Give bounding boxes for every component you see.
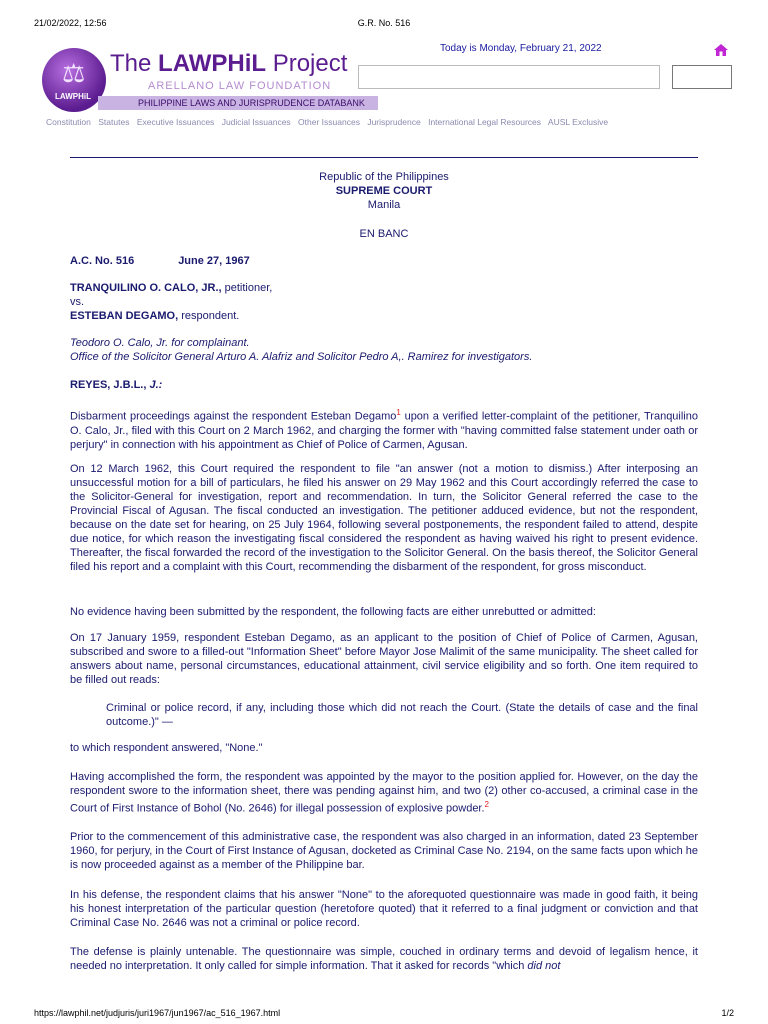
nav-statutes[interactable]: Statutes [98, 117, 130, 127]
search-input[interactable] [358, 65, 660, 89]
nav-executive-issuances[interactable]: Executive Issuances [136, 117, 215, 127]
paragraph-6: Having accomplished the form, the respondent was appointed by the mayor to the position applied for. However, on the day the respondent swore to the information sheet, there was pending against him, and two (2) other co-accused, a criminal case in the Court of First Instance of Bohol (No. 2646) for illegal possession of explosive powder.$^2$ [70, 771, 698, 815]
logo-badge: LAWPHiL [55, 92, 91, 101]
paragraph-7: Prior to the commencement of this administrative case, the respondent was also charged in an information, dated 23 September 1960, for perjury, in the Court of First Instance of Agusan, docketed as Criminal Case No. 2194, on the same facts upon which he is now proceeded against as a member of the Philippine bar. [70, 831, 698, 871]
ponente: REYES, J.B.L., J.: [70, 379, 163, 391]
court-name: SUPREME COURT [335, 185, 433, 197]
case-number: A.C. No. 516 [70, 255, 135, 267]
paragraph-3: No evidence having been submitted by the respondent, the following facts are either unrebutted or admitted: [70, 606, 596, 618]
nav-judicial-issuances[interactable]: Judicial Issuances [221, 117, 291, 127]
case-date: June 27, 1967 [178, 255, 250, 267]
court-header [70, 170, 698, 212]
nav-international-legal-resources[interactable]: International Legal Resources [428, 117, 542, 127]
today-date: Today is Monday, February 21, 2022 [440, 43, 602, 54]
search-button[interactable] [672, 65, 732, 89]
paragraph-4: On 17 January 1959, respondent Esteban Degamo, as an applicant to the position of Chief of Police of Carmen, Agusan, subscribed and swore to a filled-out "Information Sheet" before Mayor Jose Malimit of the same municipality. The sheet called for answers about name, personal circumstances, educational attainment, civil service eligibility and so forth. One item required to be filled out reads: [70, 632, 698, 686]
versus: vs. [70, 296, 85, 308]
counsel-complainant: Teodoro O. Calo, Jr. for complainant. [70, 337, 250, 349]
republic-line: Republic of the Philippines [319, 171, 449, 183]
respondent-name: ESTEBAN DEGAMO, [70, 310, 179, 322]
paragraph-5: to which respondent answered, "None." [70, 742, 263, 754]
counsel [70, 336, 698, 364]
counsel-investigators: Office of the Solicitor General Arturo A. Alafriz and Solicitor Pedro A,. Ramirez for investigators. [70, 351, 533, 363]
court-city: Manila [367, 199, 401, 211]
nav-constitution[interactable]: Constitution [46, 117, 91, 127]
logo-title: The LAWPHiL Project [110, 50, 348, 77]
page-number: 1/2 [721, 1008, 734, 1018]
nav-jurisprudence[interactable]: Jurisprudence [367, 117, 421, 127]
footnote-1-link[interactable]: 1 [396, 408, 401, 417]
division: EN BANC [359, 228, 409, 240]
footnote-2-link[interactable]: 2 [484, 800, 489, 809]
scales-logo-icon: ⚖ LAWPHiL [42, 48, 106, 112]
header-divider [70, 157, 698, 158]
home-icon[interactable] [714, 44, 728, 56]
nav-ausl-exclusive[interactable]: AUSL Exclusive [547, 117, 609, 127]
paragraph-1: Disbarment proceedings against the respondent Esteban Degamo$^1$ upon a verified letter-complaint of the petitioner, Tranquilino O. Calo, Jr., filed with this Court on 2 March 1962, and charging the former with "having committed false statement under oath or perjury" in connection with his appointment as Chief of Police of Carmen, Agusan. [70, 408, 698, 451]
logo-subtitle: ARELLANO LAW FOUNDATION [148, 80, 332, 92]
paragraph-2: On 12 March 1962, this Court required the respondent to file "an answer (not a motion to dismiss.) After interposing an unsuccessful motion for a bill of particulars, he filed his answer on 29 May 1962 and this Court accordingly referred the case to the Solicitor-General for investigation, report and recommendation. In turn, the Solicitor General referred the case to the Provincial Fiscal of Agusan. The fiscal conducted an investigation. The petitioner adduced evidence, but not the respondent, because on the date set for hearing, on 25 July 1964, following several postponements, the respondent failed to attend, despite due notice, for which reason the investigating fiscal considered the respondent as having waived his right to present evidence. Thereafter, the fiscal forwarded the record of the investigation to the Solicitor General. On the basis thereof, the Solicitor General filed his report and a complaint with this Court, recommending the disbarment of the respondent, for gross misconduct. [70, 463, 698, 573]
print-title: G.R. No. 516 [357, 18, 411, 28]
paragraph-8: In his defense, the respondent claims that his answer "None" to the aforequoted questionnaire was made in good faith, it being his honest interpretation of the particular question (heretofore quoted) that it referred to a final judgment or conviction and that Criminal Case No. 2646 was not a criminal or police record. [70, 889, 698, 929]
print-datetime: 21/02/2022, 12:56 [34, 18, 107, 28]
page-url: https://lawphil.net/judjuris/juri1967/jun1967/ac_516_1967.html [34, 1008, 281, 1018]
petitioner-name: TRANQUILINO O. CALO, JR., [70, 282, 222, 294]
lawphil-logo[interactable] [38, 42, 368, 114]
quoted-item: Criminal or police record, if any, including those which did not reach the Court. (State the details of case and the final outcome.)" — [106, 702, 698, 728]
parties: TRANQUILINO O. CALO, JR., petitioner, vs. ESTEBAN DEGAMO, respondent. [70, 281, 698, 323]
case-number-line [70, 254, 698, 268]
paragraph-9: The defense is plainly untenable. The questionnaire was simple, couched in ordinary terms and devoid of legalism hence, it needed no interpretation. It only called for simple information. That it asked for records "which did not [70, 946, 698, 972]
main-nav [46, 117, 613, 127]
nav-other-issuances[interactable]: Other Issuances [298, 117, 360, 127]
logo-band: PHILIPPINE LAWS AND JURISPRUDENCE DATABANK [98, 96, 378, 110]
